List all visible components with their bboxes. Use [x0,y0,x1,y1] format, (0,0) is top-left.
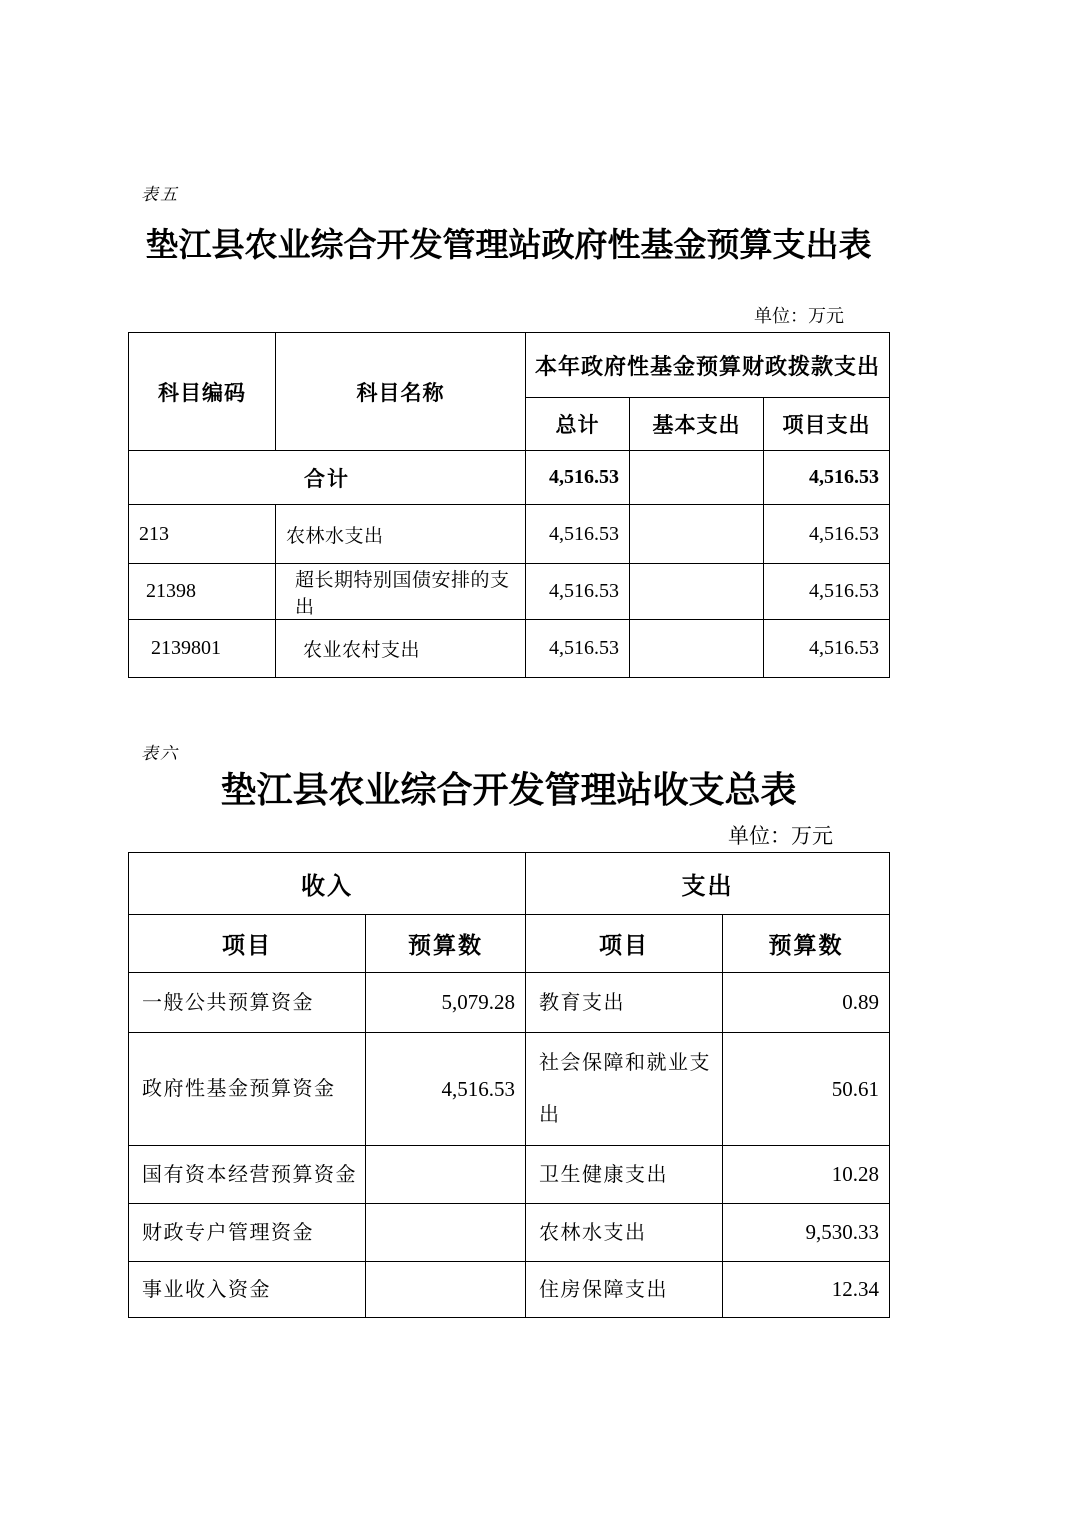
basic-cell [630,620,764,678]
subject-name-cell: 农业农村支出 [276,620,526,678]
expense-budget-cell: 12.34 [723,1262,890,1318]
subject-code-cell: 2139801 [129,620,276,678]
header-subject-name: 科目名称 [276,333,526,451]
header-total: 总计 [526,398,630,451]
table-row [129,973,890,1033]
subject-code-cell: 21398 [129,564,276,620]
income-budget-cell [366,1204,526,1262]
header-income: 收入 [129,853,526,915]
expense-item-cell: 卫生健康支出 [526,1146,723,1204]
table-row [129,1262,890,1318]
expense-item-cell: 住房保障支出 [526,1262,723,1318]
total-cell: 4,516.53 [526,564,630,620]
header-item-income: 项目 [129,915,366,973]
header-fund-allocation-span: 本年政府性基金预算财政拨款支出 [526,333,890,398]
table5-unit-label: 单位：万元 [754,306,844,326]
subject-name-cell: 超长期特别国债安排的支出 [276,564,526,620]
basic-cell [630,505,764,564]
table-row [129,1033,890,1146]
total-label: 合计 [129,451,526,505]
income-budget-cell: 4,516.53 [366,1033,526,1146]
header-basic-expenditure: 基本支出 [630,398,764,451]
income-item-cell: 国有资本经营预算资金 [129,1146,366,1204]
total-sum-cell: 4,516.53 [526,451,630,505]
project-cell: 4,516.53 [764,564,890,620]
header-budget-expense: 预算数 [723,915,890,973]
table-row [129,1204,890,1262]
total-row [129,451,890,505]
expense-item-cell: 农林水支出 [526,1204,723,1262]
income-item-cell: 事业收入资金 [129,1262,366,1318]
table6-unit-label: 单位：万元 [728,824,833,848]
expense-item-cell: 社会保障和就业支出 [526,1033,723,1146]
expense-item-cell: 教育支出 [526,973,723,1033]
subject-name-cell: 农林水支出 [276,505,526,564]
total-cell: 4,516.53 [526,620,630,678]
table6-title: 垫江县农业综合开发管理站收支总表 [220,770,797,810]
header-expense: 支出 [526,853,890,915]
total-cell: 4,516.53 [526,505,630,564]
table-row [129,620,890,678]
income-budget-cell [366,1146,526,1204]
table5-title: 垫江县农业综合开发管理站政府性基金预算支出表 [145,228,872,264]
table-row [129,564,890,620]
project-cell: 4,516.53 [764,620,890,678]
subject-code-cell: 213 [129,505,276,564]
total-basic-cell [630,451,764,505]
basic-cell [630,564,764,620]
income-budget-cell: 5,079.28 [366,973,526,1033]
table5-label: 表五 [141,185,179,204]
income-budget-cell [366,1262,526,1318]
table-row [129,1146,890,1204]
table5-fund-budget-expenditure [128,332,890,678]
project-cell: 4,516.53 [764,505,890,564]
expense-budget-cell: 9,530.33 [723,1204,890,1262]
expense-budget-cell: 10.28 [723,1146,890,1204]
income-item-cell: 政府性基金预算资金 [129,1033,366,1146]
income-item-cell: 一般公共预算资金 [129,973,366,1033]
header-project-expenditure: 项目支出 [764,398,890,451]
expense-budget-cell: 50.61 [723,1033,890,1146]
header-subject-code: 科目编码 [129,333,276,451]
table6-income-expense-summary [128,852,890,1318]
total-project-cell: 4,516.53 [764,451,890,505]
header-item-expense: 项目 [526,915,723,973]
table-row [129,505,890,564]
table6-label: 表六 [141,744,179,763]
income-item-cell: 财政专户管理资金 [129,1204,366,1262]
header-budget-income: 预算数 [366,915,526,973]
expense-budget-cell: 0.89 [723,973,890,1033]
